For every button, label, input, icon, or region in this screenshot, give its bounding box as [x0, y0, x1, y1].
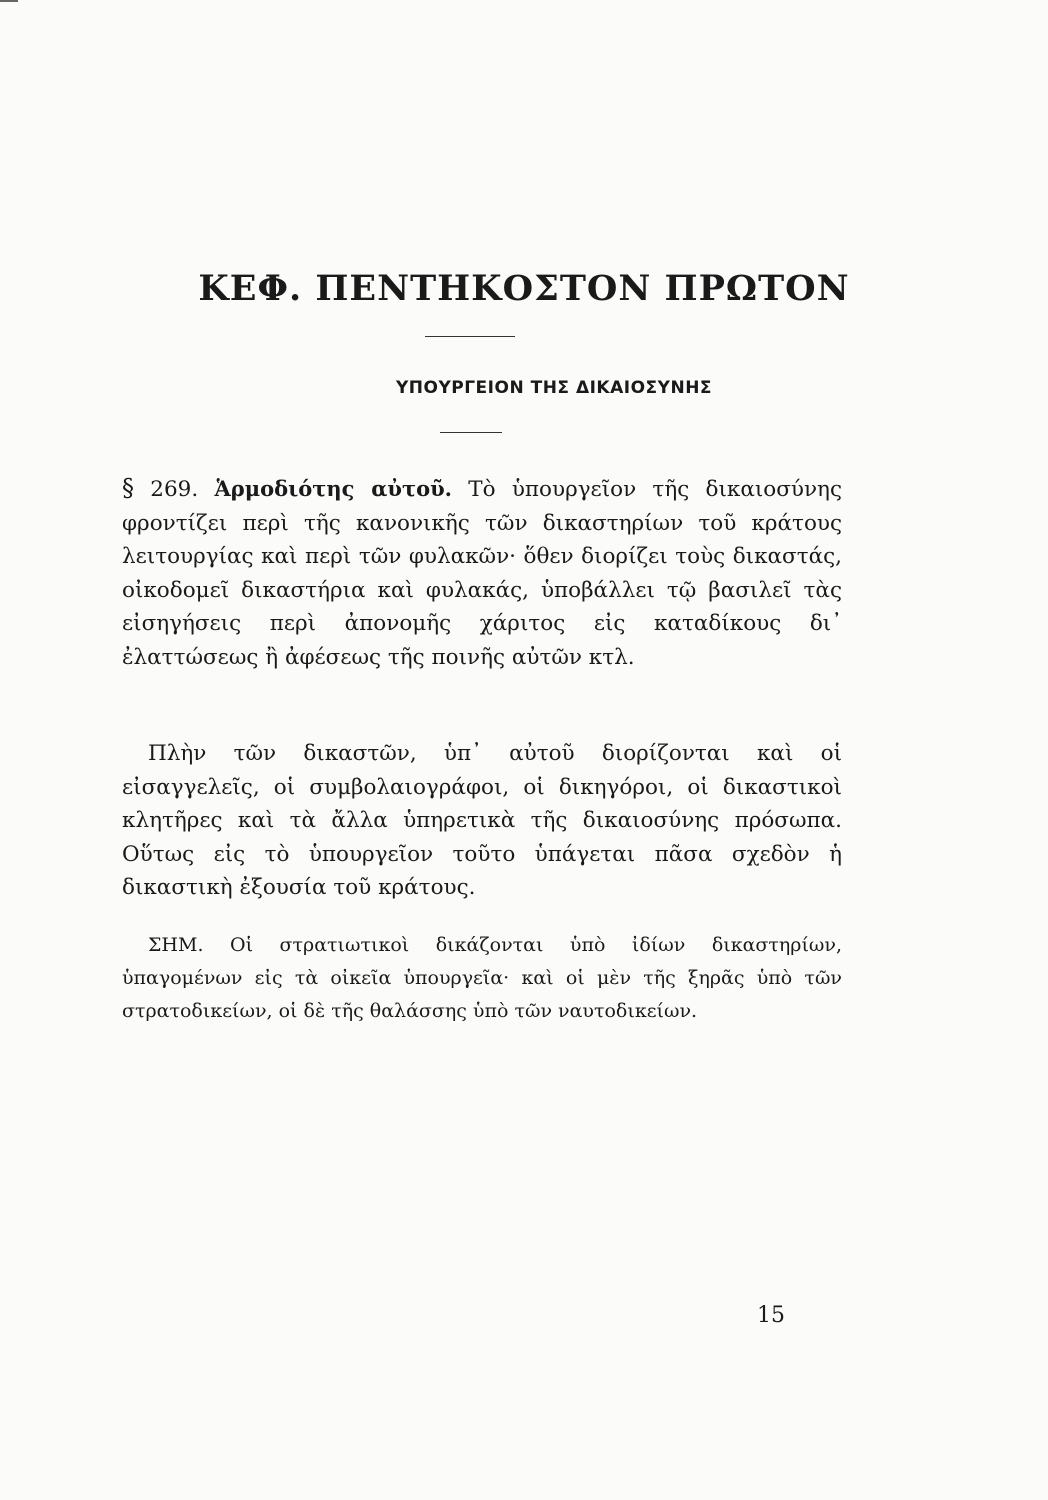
paragraph-1-body: Τὸ ὑπουργεῖον τῆς δικαιοσύνης φροντίζει περὶ τῆς κανονικῆς τῶν δικαστηρίων τοῦ κράτους λειτουργίας καὶ περὶ τῶν φυλακῶν· ὅθεν διορίζει τοὺς δικαστάς, οἰκοδομεῖ δικαστήρια καὶ φυλακάς, ὑποβάλλει τῷ βασιλεῖ τὰς εἰσηγήσεις περὶ ἀπονομῆς χάριτος εἰς καταδίκους δι᾽ ἐλαττώσεως ἢ ἀφέσεως τῆς ποινῆς αὐτῶν κτλ. [122, 477, 842, 670]
scan-edge-mark [0, 0, 18, 2]
section-mark: § [122, 474, 134, 502]
section-heading: Ἁρμοδιότης αὐτοῦ. [214, 476, 452, 501]
section-number: 269. [150, 477, 199, 502]
section-divider [440, 432, 502, 433]
page-number: 15 [757, 1303, 785, 1328]
ministry-heading: ΥΠΟΥΡΓΕΙΟΝ ΤΗΣ ΔΙΚΑΙΟΣΥΝΗΣ [395, 378, 713, 398]
title-divider [425, 336, 515, 337]
chapter-title: ΚΕΦ. ΠΕΝΤΗΚΟΣΤΟΝ ΠΡΩΤΟΝ [198, 268, 850, 309]
section-paragraph-1 [122, 472, 842, 674]
section-paragraph-2: Πλὴν τῶν δικαστῶν, ὑπ᾽ αὐτοῦ διορίζονται καὶ οἱ εἰσαγγελεῖς, οἱ συμβολαιογράφοι, οἱ δικηγόροι, οἱ δικαστικοὶ κλητῆρες καὶ τὰ ἄλλα ὑπηρετικὰ τῆς δικαιοσύνης πρόσωπα. Οὕτως εἰς τὸ ὑπουργεῖον τοῦτο ὑπάγεται πᾶσα σχεδὸν ἡ δικαστικὴ ἐξουσία τοῦ κράτους. [122, 741, 842, 900]
footnote: ΣΗΜ. Οἱ στρατιωτικοὶ δικάζονται ὑπὸ ἰδίων δικαστηρίων, ὑπαγομένων εἰς τὰ οἰκεῖα ὑπουργεῖα· καὶ οἱ μὲν τῆς ξηρᾶς ὑπὸ τῶν στρατοδικείων, οἱ δὲ τῆς θαλάσσης ὑπὸ τῶν ναυτοδικείων. [122, 934, 842, 1022]
